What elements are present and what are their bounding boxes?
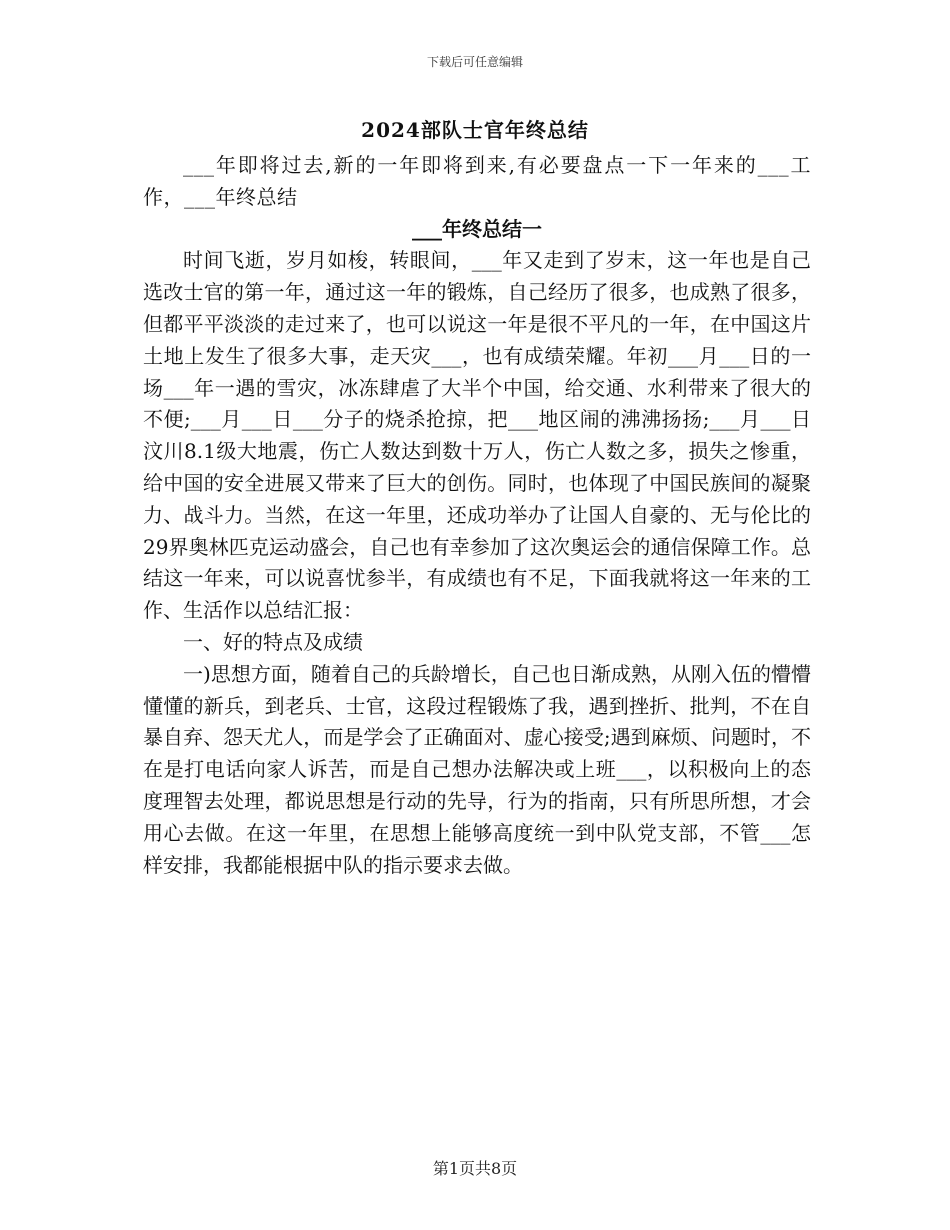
document-body [143, 150, 811, 881]
header-note: 下载后可任意编辑 [426, 55, 523, 69]
intro-paragraph: ___年即将过去,新的一年即将到来,有必要盘点一下一年来的___工作，___年终总结 [143, 153, 811, 209]
document-title: 2024部队士官年终总结 [361, 118, 589, 142]
body-paragraph-1: 时间飞逝，岁月如梭，转眼间，___年又走到了岁末，这一年也是自己选改士官的第一年，通过这一年的锻炼，自己经历了很多，也成熟了很多，但都平平淡淡的走过来了，也可以说这一年是很不平凡的一年，在中国这片土地上发生了很多大事，走天灾___，也有成绩荣耀。年初___月___日的一场___年一遇的雪灾，冰冻肆虐了大半个中国，给交通、水利带来了很大的不便;___月___日___分子的烧杀抢掠，把___地区闹的沸沸扬扬;___月___日汶川8.1级大地震，伤亡人数达到数十万人，伤亡人数之多，损失之惨重，给中国的安全进展又带来了巨大的创伤。同时，也体现了中国民族间的凝聚力、战斗力。当然，在这一年里，还成功举办了让国人自豪的、无与伦比的29界奥林匹克运动盛会，自己也有幸参加了这次奥运会的通信保障工作。总结这一年来，可以说喜忧参半，有成绩也有不足，下面我就将这一年来的工作、生活作以总结汇报： [143, 248, 811, 623]
section-heading: ___年终总结一 [412, 216, 542, 241]
body-paragraph-2: 一)思想方面，随着自己的兵龄增长，自己也日渐成熟，从刚入伍的懵懵懂懂的新兵，到老兵、士官，这段过程锻炼了我，遇到挫折、批判，不在自暴自弃、怨天尤人，而是学会了正确面对、虚心接受;遇到麻烦、问题时，不在是打电话向家人诉苦，而是自己想办法解决或上班___，以积极向上的态度理智去处理，都说思想是行动的先导，行为的指南，只有所思所想，才会用心去做。在这一年里，在思想上能够高度统一到中队党支部，不管___怎样安排，我都能根据中队的指示要求去做。 [143, 661, 811, 877]
section-subheading: 一、好的特点及成绩 [183, 629, 363, 654]
page-footer: 第1页共8页 [432, 1159, 518, 1178]
